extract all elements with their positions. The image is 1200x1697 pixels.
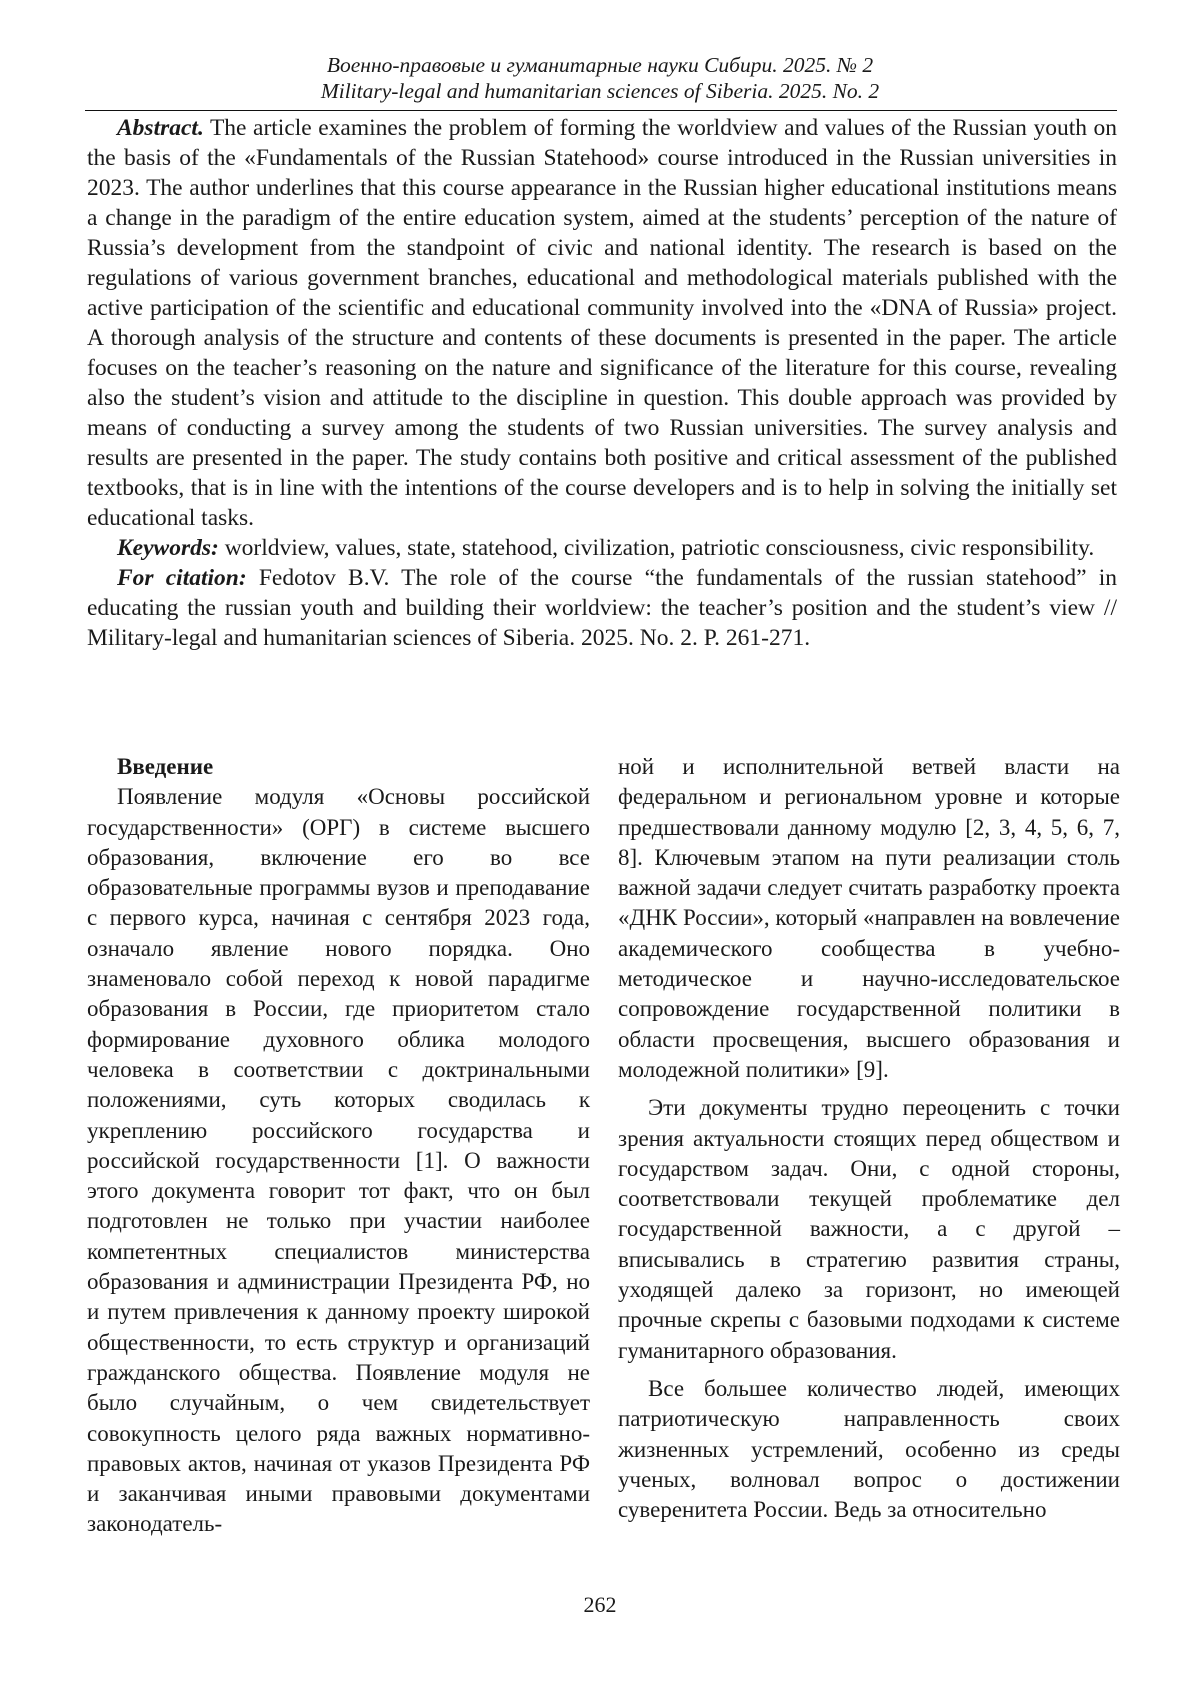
abstract-paragraph bbox=[87, 113, 1117, 533]
running-header bbox=[0, 52, 1200, 104]
citation-text: Fedotov B.V. The role of the course “the fundamentals of the russian statehood” in educating the russian youth and building their worldview: the teacher’s position and the student’s view // Military-legal and humanitarian sciences of Siberia. 2025. No. 2. P. 261-271. bbox=[87, 565, 1118, 651]
keywords-label: Keywords: bbox=[117, 535, 219, 561]
body-paragraph: Появление модуля «Основы российской государственности» (ОРГ) в системе высшего образования, включение его во все образовательные программы вузов и преподавание с первого курса, начиная с сентября 2023 года, означало явление нового порядка. Оно знаменовало собой переход к новой парадигме образования в России, где приоритетом стало формирование духовного облика молодого человека в соответствии с доктринальными положениями, суть которых сводилась к укреплению российского государства и российской государственности [1]. О важности этого документа говорит тот факт, что он был подготовлен не только при участии наиболее компетентных специалистов министерства образования и администрации Президента РФ, но и путем привлечения к данному проекту широкой общественности, то есть структур и организаций гражданского общества. Появление модуля не было случайным, о чем свидетельствует совокупность целого ряда важных нормативно-правовых актов, начиная от указов Президента РФ и заканчивая иными правовыми документами законодатель- bbox=[87, 784, 590, 1537]
body-paragraph: Все большее количество людей, имеющих патриотическую направленность своих жизненных устремлений, особенно из среды ученых, волновал вопрос о достижении суверенитета России. Ведь за относительно bbox=[618, 1375, 1120, 1523]
right-column bbox=[618, 752, 1120, 1525]
page-number: 262 bbox=[583, 1592, 617, 1617]
section-heading: Введение bbox=[117, 754, 214, 779]
body-paragraph: ной и исполнительной ветвей власти на федеральном и региональном уровне и которые предшествовали данному модулю [2, 3, 4, 5, 6, 7, 8]. Ключевым этапом на пути реализации столь важной задачи следует считать разработку проекта «ДНК России», который «направлен на вовлечение академического сообщества в учебно-методическое и научно-исследовательское сопровождение государственной политики в области просвещения, высшего образования и молодежной политики» [9]. bbox=[618, 754, 1120, 1082]
keywords-text: worldview, values, state, statehood, civilization, patriotic consciousness, civic responsibility. bbox=[224, 535, 1095, 561]
header-en: Military-legal and humanitarian sciences of Siberia. 2025. No. 2 bbox=[320, 79, 880, 103]
keywords-paragraph bbox=[87, 533, 1117, 563]
left-column bbox=[87, 752, 590, 1540]
abstract-block bbox=[87, 113, 1117, 653]
abstract-label: Abstract. bbox=[117, 115, 204, 141]
abstract-text: The article examines the problem of forming the worldview and values of the Russian youth on the basis of the «Fundamentals of the Russian Statehood» course introduced in the Russian universities in 2023. The author underlines that this course appearance in the Russian higher educational institutions means a change in the paradigm of the entire education system, aimed at the students’ perception of the nature of Russia’s development from the standpoint of civic and national identity. The research is based on the regulations of various government branches, educational and methodological materials published with the active participation of the scientific and educational community involved into the «DNA of Russia» project. A thorough analysis of the structure and contents of these documents is presented in the paper. The article focuses on the teacher’s reasoning on the nature and significance of the literature for this course, revealing also the student’s vision and attitude to the discipline in question. This double approach was provided by means of conducting a survey among the students of two Russian universities. The survey analysis and results are presented in the paper. The study contains both positive and critical assessment of the published textbooks, that is in line with the intentions of the course developers and is to help in solving the initially set educational tasks. bbox=[87, 115, 1118, 531]
header-ru: Военно-правовые и гуманитарные науки Сибири. 2025. № 2 bbox=[326, 53, 874, 77]
citation-paragraph bbox=[87, 563, 1117, 653]
header-rule bbox=[85, 110, 1117, 111]
citation-label: For citation: bbox=[117, 565, 247, 591]
body-paragraph: Эти документы трудно переоценить с точки зрения актуальности стоящих перед обществом и государством задач. Они, с одной стороны, соответствовали текущей проблематике дел государственной важности, а с другой – вписывались в стратегию развития страны, уходящей далеко за горизонт, но имеющей прочные скрепы с базовыми подходами к системе гуманитарного образования. bbox=[618, 1095, 1120, 1363]
